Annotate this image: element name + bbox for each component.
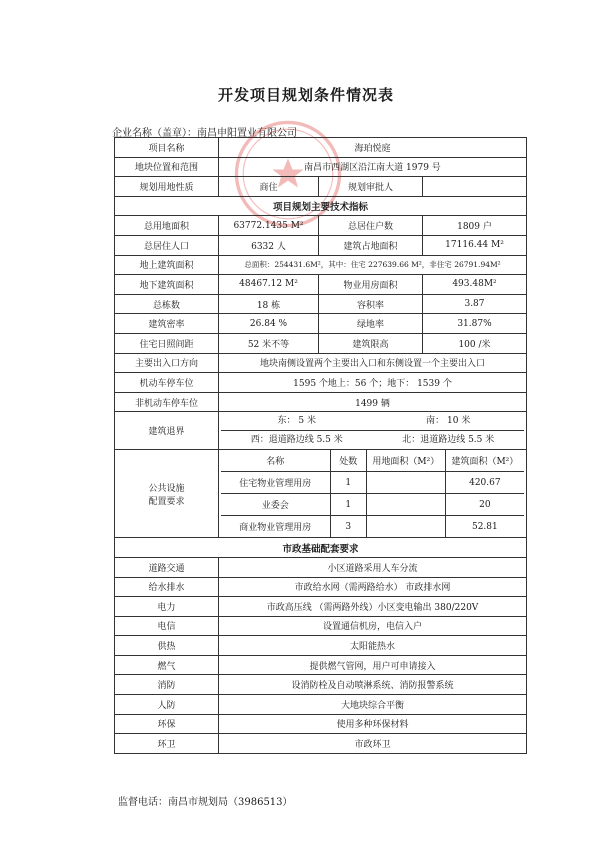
supervision-phone-line xyxy=(118,793,293,808)
sunlight-value: 52 米不等 xyxy=(219,333,319,353)
municipal-value: 小区道路采用人车分流 xyxy=(219,557,527,577)
buildings-label: 总栋数 xyxy=(115,294,219,314)
facility-name: 住宅物业管理用房 xyxy=(221,472,330,494)
footprint-value: 17116.44 M² xyxy=(423,235,527,255)
facilities-header-area: 建筑面积（M²） xyxy=(445,450,524,472)
facilities-header-name: 名称 xyxy=(221,450,330,472)
total-land-value: 63772.1435 M² xyxy=(219,216,319,236)
facility-land xyxy=(366,472,445,494)
municipal-row xyxy=(115,616,527,636)
facility-area: 420.67 xyxy=(445,472,524,494)
municipal-value: 设消防栓及自动喷淋系统、消防报警系统 xyxy=(219,675,527,695)
municipal-value: 市政环卫 xyxy=(219,734,527,754)
municipal-label: 人防 xyxy=(115,695,219,715)
facilities-table xyxy=(221,450,524,537)
municipal-value: 市政给水网（需两路给水） 市政排水网 xyxy=(219,577,527,597)
row-buildings-far xyxy=(115,294,527,314)
facilities-header-row xyxy=(221,450,524,472)
above-ground-label: 地上建筑面积 xyxy=(115,255,219,275)
row-project-name xyxy=(115,138,527,158)
municipal-section-title: 市政基础配套要求 xyxy=(115,538,527,558)
municipal-label: 电力 xyxy=(115,597,219,617)
households-value: 1809 户 xyxy=(423,216,527,236)
footprint-label: 建筑占地面积 xyxy=(319,235,423,255)
height-value: 100 /米 xyxy=(423,333,527,353)
municipal-row xyxy=(115,655,527,675)
row-municipal-section xyxy=(115,538,527,558)
setback-label: 建筑退界 xyxy=(115,412,219,450)
far-value: 3.87 xyxy=(423,294,527,314)
municipal-row xyxy=(115,695,527,715)
setback-east: 东： 5 米 xyxy=(277,416,316,427)
entrance-label: 主要出入口方向 xyxy=(115,353,219,373)
facilities-row xyxy=(221,516,524,538)
company-name: 南昌申阳置业有限公司 xyxy=(197,128,297,139)
location-value: 南昌市西湖区沿江南大道 1979 号 xyxy=(219,157,527,177)
facility-name: 业委会 xyxy=(221,494,330,516)
land-use-value: 商住 xyxy=(219,177,319,197)
municipal-row xyxy=(115,577,527,597)
facilities-label xyxy=(115,450,219,538)
row-above-ground xyxy=(115,255,527,275)
municipal-label: 道路交通 xyxy=(115,557,219,577)
municipal-row xyxy=(115,675,527,695)
approval-value xyxy=(423,177,527,197)
row-parking xyxy=(115,373,527,393)
facilities-header-land: 用地面积（M²） xyxy=(366,450,445,472)
municipal-value: 设置通信机房，电信入户 xyxy=(219,616,527,636)
municipal-label: 供热 xyxy=(115,636,219,656)
facilities-grid xyxy=(219,450,527,538)
municipal-label: 电信 xyxy=(115,616,219,636)
facilities-label-line2: 配置要求 xyxy=(148,496,185,507)
municipal-label: 消防 xyxy=(115,675,219,695)
underground-label: 地下建筑面积 xyxy=(115,275,219,295)
households-label: 总居住户数 xyxy=(319,216,423,236)
sunlight-label: 住宅日照间距 xyxy=(115,333,219,353)
facilities-label-line1: 公共设施 xyxy=(148,483,185,494)
underground-value: 48467.12 M² xyxy=(219,275,319,295)
row-location xyxy=(115,157,527,177)
row-sunlight-height xyxy=(115,333,527,353)
facility-land xyxy=(366,494,445,516)
row-facilities xyxy=(115,450,527,538)
setback-west: 西：退道路边线 5.5 米 xyxy=(250,435,343,446)
row-tech-section xyxy=(115,196,527,216)
green-label: 绿地率 xyxy=(319,314,423,334)
planning-conditions-table xyxy=(114,137,527,754)
municipal-label: 环保 xyxy=(115,714,219,734)
parking-value: 1595 个地上：56 个；地下： 1539 个 xyxy=(219,373,527,393)
facility-area: 20 xyxy=(445,494,524,516)
total-land-label: 总用地面积 xyxy=(115,216,219,236)
setback-south: 南： 10 米 xyxy=(426,416,471,427)
above-ground-value: 总面积：254431.6M²，其中：住宅 227639.66 M²，非住宅 26791.94M² xyxy=(219,255,527,275)
facility-name: 商业物业管理用房 xyxy=(221,516,330,538)
approval-label: 规划审批人 xyxy=(319,177,423,197)
row-density-green xyxy=(115,314,527,334)
document-title: 开发项目规划条件情况表 xyxy=(217,86,394,104)
municipal-label: 燃气 xyxy=(115,655,219,675)
municipal-label: 给水排水 xyxy=(115,577,219,597)
green-value: 31.87% xyxy=(423,314,527,334)
row-setback xyxy=(115,412,527,450)
facility-count: 3 xyxy=(330,516,366,538)
setback-north: 北：退道路边线 5.5 米 xyxy=(402,435,495,446)
bike-value: 1499 辆 xyxy=(219,392,527,412)
setback-values xyxy=(219,412,527,450)
project-name-label: 项目名称 xyxy=(115,138,219,158)
facility-count: 1 xyxy=(330,472,366,494)
population-value: 6332 人 xyxy=(219,235,319,255)
row-land-households xyxy=(115,216,527,236)
municipal-row xyxy=(115,636,527,656)
location-label: 地块位置和范围 xyxy=(115,157,219,177)
population-label: 总居住人口 xyxy=(115,235,219,255)
municipal-row xyxy=(115,734,527,754)
far-label: 容积率 xyxy=(319,294,423,314)
property-room-label: 物业用房面积 xyxy=(319,275,423,295)
row-land-use xyxy=(115,177,527,197)
municipal-row xyxy=(115,557,527,577)
municipal-row xyxy=(115,714,527,734)
project-name-value: 海珀悦庭 xyxy=(219,138,527,158)
municipal-row xyxy=(115,597,527,617)
facility-land xyxy=(366,516,445,538)
density-value: 26.84 % xyxy=(219,314,319,334)
buildings-value: 18 栋 xyxy=(219,294,319,314)
company-label: 企业名称（盖章）： xyxy=(112,128,197,139)
facilities-row xyxy=(221,494,524,516)
facilities-header-count: 处数 xyxy=(330,450,366,472)
phone-label: 监督电话： xyxy=(118,797,168,808)
facilities-row xyxy=(221,472,524,494)
row-entrance xyxy=(115,353,527,373)
land-use-label: 规划用地性质 xyxy=(115,177,219,197)
municipal-value: 太阳能热水 xyxy=(219,636,527,656)
municipal-value: 市政高压线 （需两路外线）小区变电输出 380/220V xyxy=(219,597,527,617)
tech-section-title: 项目规划主要技术指标 xyxy=(115,196,527,216)
property-room-value: 493.48M² xyxy=(423,275,527,295)
density-label: 建筑密率 xyxy=(115,314,219,334)
bike-label: 非机动车停车位 xyxy=(115,392,219,412)
entrance-value: 地块南侧设置两个主要出入口和东侧设置一个主要出入口 xyxy=(219,353,527,373)
phone-value: 南昌市规划局（3986513） xyxy=(168,797,293,808)
row-population-footprint xyxy=(115,235,527,255)
row-underground-property xyxy=(115,275,527,295)
municipal-value: 提供燃气管网，用户可申请接入 xyxy=(219,655,527,675)
facility-count: 1 xyxy=(330,494,366,516)
height-label: 建筑限高 xyxy=(319,333,423,353)
municipal-value: 大地块综合平衡 xyxy=(219,695,527,715)
row-bike xyxy=(115,392,527,412)
parking-label: 机动车停车位 xyxy=(115,373,219,393)
municipal-label: 环卫 xyxy=(115,734,219,754)
facility-area: 52.81 xyxy=(471,521,498,532)
municipal-value: 使用多种环保材料 xyxy=(219,714,527,734)
